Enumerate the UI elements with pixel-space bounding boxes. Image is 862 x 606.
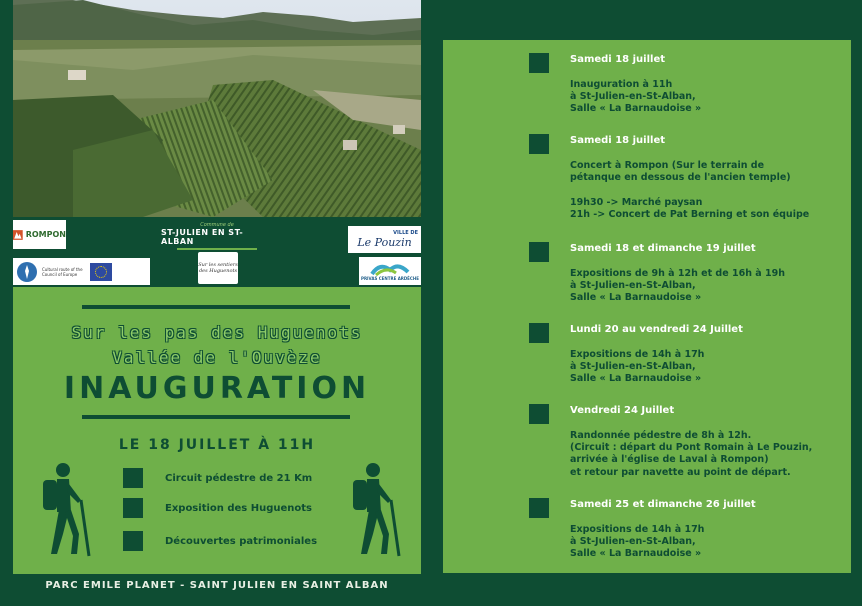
square-bullet-icon [529,134,549,154]
event-title: Lundi 20 au vendredi 24 Juillet [570,324,743,335]
council-of-europe-logo [13,258,150,285]
pouzin-name: Le Pouzin [357,236,412,249]
europe-flag-icon [90,263,112,281]
square-bullet-icon [123,531,143,551]
square-bullet-icon [529,53,549,73]
highlight-item-label: Exposition des Huguenots [165,502,313,514]
highlight-item [123,531,317,551]
event-text: Inauguration à 11h à St-Julien-en-St-Alban, Salle « La Barnaudoise » [570,79,702,115]
event-text: Randonnée pédestre de 8h à 12h. (Circuit : départ du Pont Romain à Le Pouzin, arrivée à l'église de Laval à Rompon) et retour par navette au point de départ. [570,430,813,478]
vineyard-valley-photo [13,0,421,217]
top-divider [82,305,350,309]
commune-prefix: Commune de [200,221,234,228]
rompon-emblem-icon [13,227,23,243]
bottom-divider [82,415,350,419]
highlight-item [123,468,312,488]
event-text: Concert à Rompon (Sur le terrain de pétanque en dessous de l'ancien temple) 19h30 -> Marché paysan 21h -> Concert de Pat Berning et son équipe [570,160,810,220]
privas-logo [359,257,421,285]
highlight-item-label: Découvertes patrimoniales [165,535,318,547]
commune-underline [177,248,257,250]
title-line-1: Sur les pas des Huguenots [71,323,363,342]
event-title: Samedi 18 juillet [570,54,666,65]
highlight-item-label: Circuit pédestre de 21 Km [165,472,313,484]
privas-wave-icon [370,262,410,276]
square-bullet-icon [529,404,549,424]
square-bullet-icon [529,498,549,518]
sentiers-logo [198,252,238,284]
square-bullet-icon [529,323,549,343]
sentiers-text: Sur les sentiers des Huguenots [198,262,238,274]
event-text: Expositions de 14h à 17h à St-Julien-en-St-Alban, Salle « La Barnaudoise » [570,349,705,385]
event-text: Expositions de 14h à 17h à St-Julien-en-St-Alban, Salle « La Barnaudoise » [570,524,705,560]
title-line-2: Vallée de l'Ouvèze [112,348,322,367]
poster-left-panel [13,0,421,606]
event-text: Expositions de 9h à 12h et de 16h à 19h à St-Julien-en-St-Alban, Salle « La Barnaudoise » [570,268,785,304]
commune-logo [161,219,273,252]
partner-logos [13,217,421,287]
event-title: Samedi 25 et dimanche 26 juillet [570,499,756,510]
event-title: Vendredi 24 Juillet [570,405,675,416]
venue-footer: PARC EMILE PLANET - SAINT JULIEN EN SAINT ALBAN [45,580,389,591]
square-bullet-icon [529,242,549,262]
square-bullet-icon [123,498,143,518]
huguenot-route-icon [16,261,38,283]
privas-text: PRIVAS CENTRE ARDÈCHE [361,275,419,281]
commune-name: ST-JULIEN EN ST-ALBAN [161,227,244,246]
pouzin-top-text: VILLE DE [393,230,418,236]
le-pouzin-logo [348,226,421,253]
event-title: Samedi 18 juillet [570,135,666,146]
rompon-logo-text: ROMPON [25,230,66,239]
programme-panel [443,40,851,573]
inauguration-date: LE 18 JUILLET À 11H [118,437,316,453]
square-bullet-icon [123,468,143,488]
inauguration-headline: INAUGURATION [63,371,371,406]
rompon-logo [13,220,66,249]
event-title: Samedi 18 et dimanche 19 juillet [570,243,756,254]
inauguration-box [13,287,421,574]
council-text: Cultural route of the Council of Europe [42,266,83,277]
hiker-icon [33,462,93,557]
highlight-item [123,498,312,518]
hiker-icon [343,462,403,557]
